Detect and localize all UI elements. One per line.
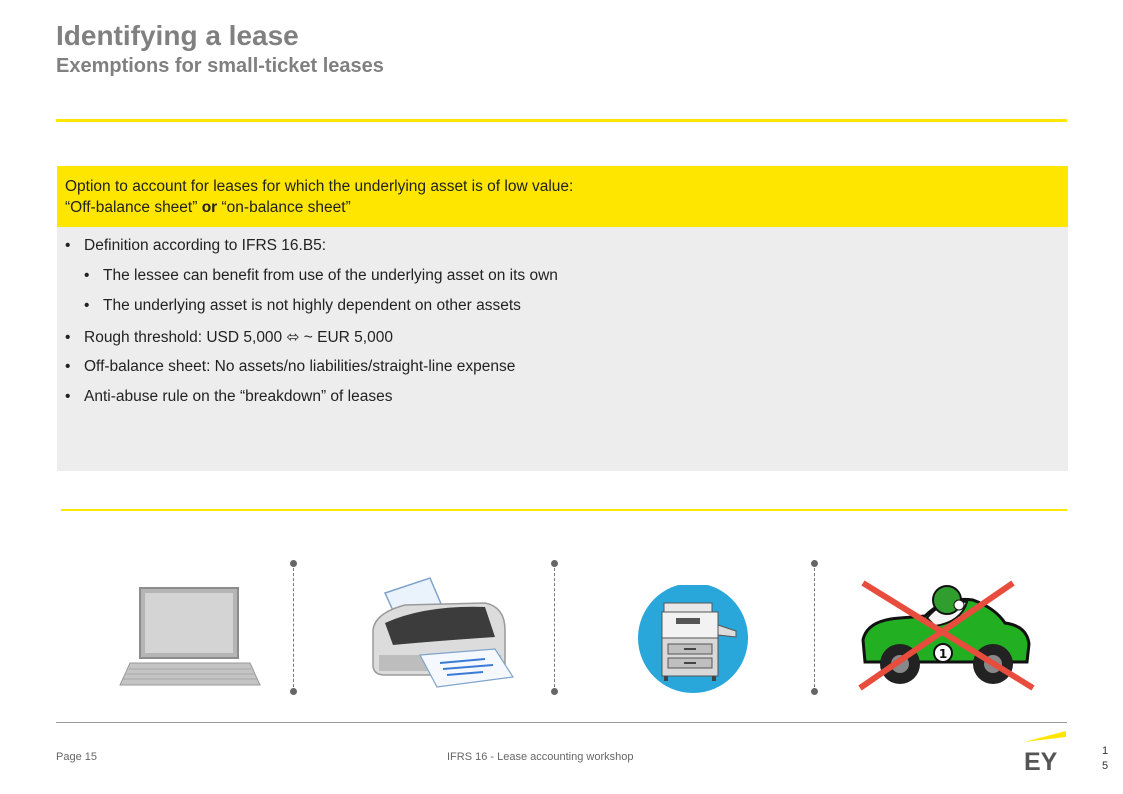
bullet-item: • The underlying asset is not highly dependent on other assets bbox=[84, 297, 521, 314]
page-subtitle: Exemptions for small-ticket leases bbox=[56, 55, 384, 77]
option-header-box bbox=[57, 166, 1068, 227]
printer-icon bbox=[365, 575, 515, 695]
copier-icon bbox=[636, 585, 752, 693]
separator bbox=[293, 563, 294, 692]
bullet-item: • Definition according to IFRS 16.B5: bbox=[65, 237, 327, 254]
bullet-item: • Anti-abuse rule on the “breakdown” of leases bbox=[65, 388, 393, 405]
footer-title: IFRS 16 - Lease accounting workshop bbox=[447, 751, 634, 763]
bullet-item: • Off-balance sheet: No assets/no liabilities/straight-line expense bbox=[65, 358, 516, 375]
option-or: or bbox=[201, 199, 218, 216]
page-label: Page 15 bbox=[56, 751, 97, 763]
laptop-icon bbox=[115, 585, 265, 690]
ey-logo bbox=[1022, 728, 1068, 774]
bullet-item: • The lessee can benefit from use of the underlying asset on its own bbox=[84, 267, 558, 284]
page-number: 1 5 bbox=[1101, 745, 1109, 772]
top-divider bbox=[56, 119, 1067, 122]
svg-text:EY: EY bbox=[1024, 748, 1058, 774]
separator bbox=[554, 563, 555, 692]
race-car-crossed-icon bbox=[855, 578, 1035, 693]
definition-box bbox=[57, 227, 1068, 471]
svg-text:1: 1 bbox=[938, 647, 948, 661]
bullet-item: • Rough threshold: USD 5,000 ⬄ ~ EUR 5,000 bbox=[65, 329, 393, 346]
option-line-1: Option to account for leases for which the underlying asset is of low value: bbox=[65, 178, 574, 195]
middle-divider bbox=[61, 509, 1067, 511]
page-title: Identifying a lease bbox=[56, 20, 299, 51]
separator bbox=[814, 563, 815, 692]
option-line-2: “Off-balance sheet” or “on-balance sheet” bbox=[65, 199, 351, 216]
footer-divider bbox=[56, 722, 1067, 723]
